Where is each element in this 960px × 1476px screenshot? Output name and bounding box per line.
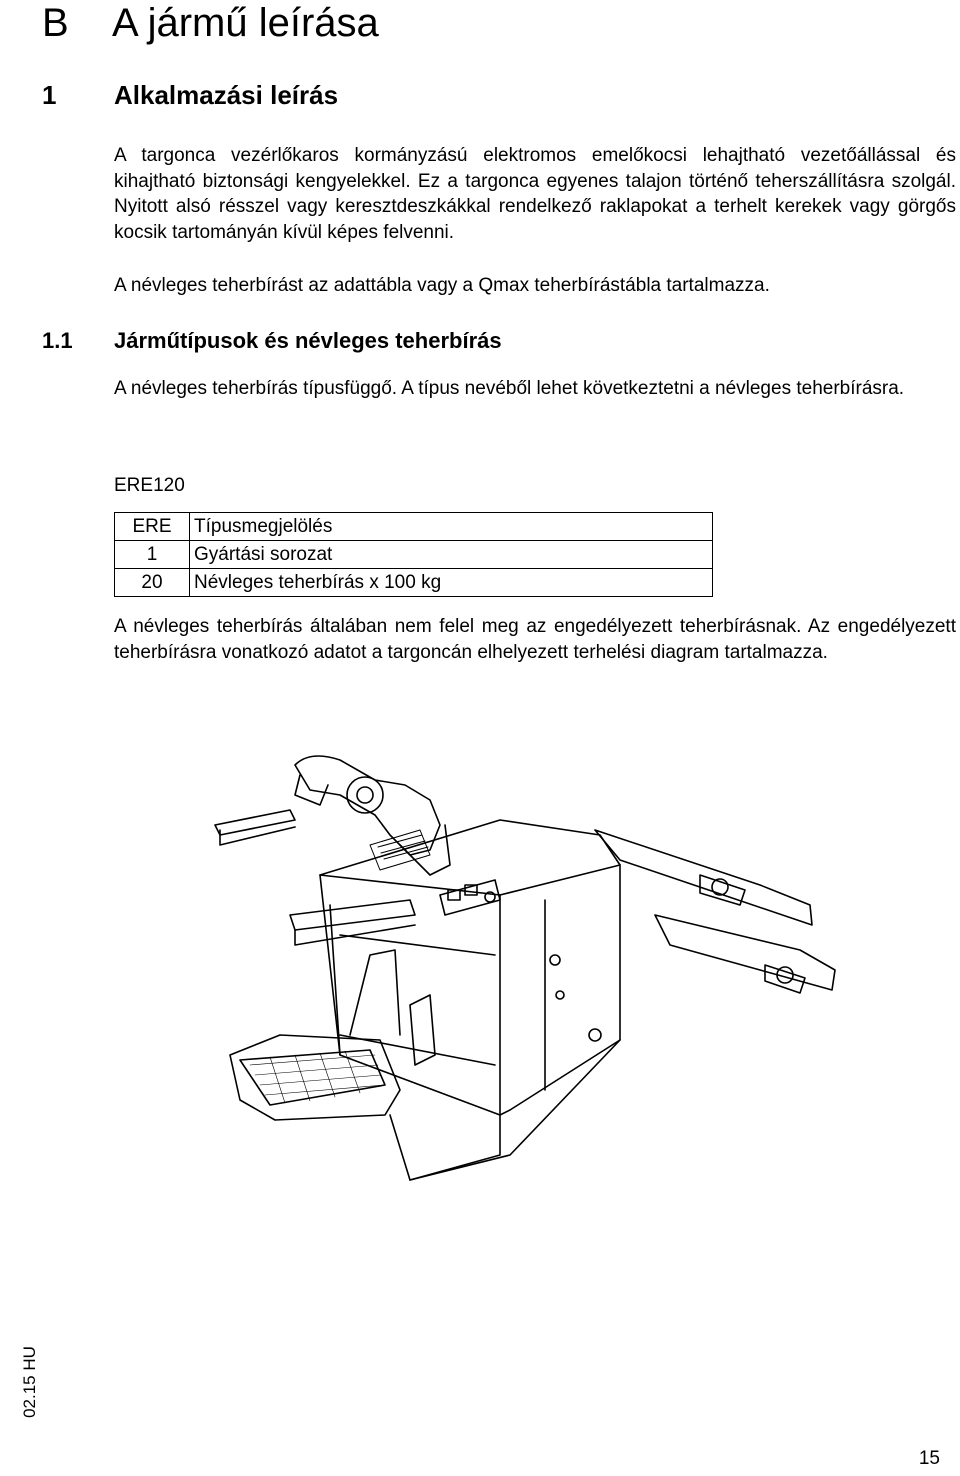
section-1-paragraph: A targonca vezérlőkaros kormányzású elektromos emelőkocsi lehajtható vezetőállással és kihajtható biztonsági kengyelekkel. Ez a targonca egyenes talajon történő teherszállításra szolgál. Nyitott alsó résszel vagy keresztdeszkákkal rendelkező raklapokat a terhelt kerekek vagy görgős kocsik tartományán kívül képes felvenni. <box>114 145 956 243</box>
type-designation-table <box>114 512 713 597</box>
subsection-paragraph: A névleges teherbírás típusfüggő. A típus nevéből lehet következtetni a névleges teherbírásra. <box>114 378 905 399</box>
section-heading-1-1 <box>42 326 502 356</box>
table-cell-code: 20 <box>115 569 190 597</box>
pallet-truck-illustration <box>200 735 840 1205</box>
subsection-title: Járműtípusok és névleges teherbírás <box>114 328 502 353</box>
chapter-title: A jármű leírása <box>112 1 379 45</box>
table-cell-description: Típusmegjelölés <box>190 513 713 541</box>
table-row <box>115 541 713 569</box>
section-heading-1 <box>42 78 338 112</box>
subsection-paragraph-2: A névleges teherbírás általában nem felel meg az engedélyezett teherbírásnak. Az engedélyezett teherbírásra vonatkozó adatot a targoncán elhelyezett terhelési diagram tartalmazza. <box>114 616 956 663</box>
table-cell-code: 1 <box>115 541 190 569</box>
chapter-heading <box>42 0 379 46</box>
chapter-letter: B <box>42 1 69 45</box>
section-1-paragraph-2: A névleges teherbírást az adattábla vagy a Qmax teherbírástábla tartalmazza. <box>114 275 770 296</box>
edition-stamp: 02.15 HU <box>20 1346 39 1418</box>
table-row <box>115 569 713 597</box>
model-name: ERE120 <box>114 475 185 496</box>
section-number: 1 <box>42 80 57 110</box>
table-cell-description: Névleges teherbírás x 100 kg <box>190 569 713 597</box>
table-row <box>115 513 713 541</box>
table-cell-code: ERE <box>115 513 190 541</box>
page-number: 15 <box>918 1448 940 1469</box>
table-cell-description: Gyártási sorozat <box>190 541 713 569</box>
subsection-number: 1.1 <box>42 328 73 353</box>
section-title: Alkalmazási leírás <box>114 80 339 110</box>
